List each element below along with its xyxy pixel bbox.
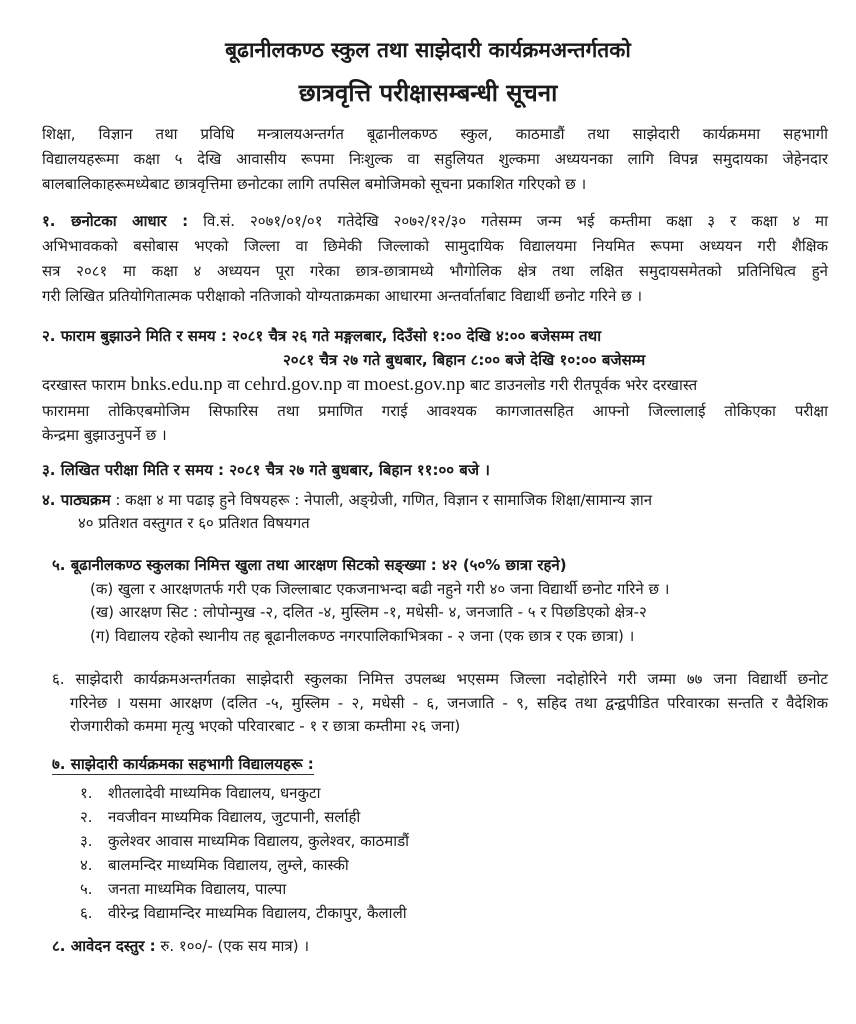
school-number: ६. <box>80 904 93 922</box>
section-7-heading-text: ७. साझेदारी कार्यक्रमका सहभागी विद्यालयहरू : <box>52 755 314 773</box>
school-item <box>80 807 360 827</box>
school-number: ४. <box>80 856 93 874</box>
section-3: ३. लिखित परीक्षा मिति र समय : २०८१ चैत्र २७ गते बुधबार, बिहान ११:०० बजे । <box>42 461 490 479</box>
section-6-line: रोजगारीको कममा मृत्यु भएको परिवारबाट - १ र छात्रा कम्तीमा २६ जना) <box>70 717 461 735</box>
section-1-heading: १. छनोटका आधार : <box>42 212 189 230</box>
section-2-line: फाराममा तोकिएबमोजिम सिफारिस तथा प्रमाणित गराई आवश्यक कागजातसहित आफ्नो जिल्लालाई तोकिएका परीक्षा <box>42 402 828 420</box>
school-name: वीरेन्द्र विद्यामन्दिर माध्यमिक विद्यालय, टीकापुर, कैलाली <box>108 904 407 922</box>
section-1-text: वि.सं. २०७१/०१/०१ गतेदेखि २०७२/१२/३० गतेसम्म जन्म भई कम्तीमा कक्षा ३ र कक्षा ४ मा <box>203 212 828 230</box>
school-number: १. <box>80 784 93 802</box>
schedule-day-2: २०८१ चैत्र २७ गते बुधबार, बिहान ८:०० बजे देखि १०:०० बजेसम्म <box>283 351 646 369</box>
section-1-line: सत्र २०८१ मा कक्षा ४ अध्ययन पूरा गरेका छात्र-छात्रामध्ये भौगोलिक क्षेत्र तथा लक्षित समुदायसमेतको प्रतिनिधित्व हुने <box>42 262 828 280</box>
school-item <box>80 831 409 851</box>
school-number: ५. <box>80 880 93 898</box>
section-1-line: अभिभावकको बसोबास भएको जिल्ला वा छिमेकी जिल्लाको सामुदायिक विद्यालयमा नियमित रूपमा अध्ययन गरी शैक्षिक <box>42 237 828 255</box>
download-line <box>42 373 697 397</box>
section-8 <box>52 936 309 956</box>
section-8-heading: ८. आवेदन दस्तुर : <box>52 937 156 955</box>
section-4 <box>42 490 652 510</box>
school-item <box>80 783 320 803</box>
section-2 <box>42 326 601 346</box>
school-name: बालमन्दिर माध्यमिक विद्यालय, लुम्ले, कास्की <box>108 856 349 874</box>
section-1 <box>42 211 828 231</box>
section-6-line: ६. साझेदारी कार्यक्रमअन्तर्गतका साझेदारी स्कुलका निमित्त उपलब्ध भएसम्म जिल्ला नदोहोरिने गरी जम्मा ७७ जना विद्यार्थी छनोट <box>52 670 828 688</box>
schedule-day-1: २०८१ चैत्र २६ गते मङ्गलबार, दिउँसो १:०० देखि ४:०० बजेसम्म तथा <box>232 327 602 345</box>
section-2-heading: २. फाराम बुझाउने मिति र समय : <box>42 327 227 345</box>
school-name: कुलेश्वर आवास माध्यमिक विद्यालय, कुलेश्वर, काठमाडौं <box>108 832 410 850</box>
notice-title: बूढानीलकण्ठ स्कुल तथा साझेदारी कार्यक्रमअन्तर्गतको <box>225 38 631 62</box>
section-5-item: (ख) आरक्षण सिट : लोपोन्मुख -२, दलित -४, मुस्लिम -१, मधेसी- ४, जनजाति - ५ र पिछडिएको क्षेत्र-२ <box>90 603 647 621</box>
intro-line: बालबालिकाहरूमध्येबाट छात्रवृत्तिमा छनोटका लागि तपसिल बमोजिमको सूचना प्रकाशित गरिएको छ । <box>42 175 587 193</box>
section-5-item: (ग) विद्यालय रहेको स्थानीय तह बूढानीलकण्ठ नगरपालिकाभित्रका - २ जना (एक छात्र र एक छात्रा) । <box>90 627 635 645</box>
section-8-text: रु. १००/- (एक सय मात्र) । <box>160 937 310 955</box>
school-name: शीतलादेवी माध्यमिक विद्यालय, धनकुटा <box>108 784 321 802</box>
download-prefix: दरखास्त फाराम <box>42 376 126 394</box>
school-item <box>80 903 407 923</box>
section-4-heading: ४. पाठ्यक्रम <box>42 491 111 509</box>
school-item <box>80 855 349 875</box>
school-number: ३. <box>80 832 93 850</box>
website-link-cehrd[interactable]: cehrd.gov.np <box>244 374 343 395</box>
school-name: जनता माध्यमिक विद्यालय, पाल्पा <box>108 880 287 898</box>
school-name: नवजीवन माध्यमिक विद्यालय, जुटपानी, सर्लाही <box>108 808 361 826</box>
or-word: वा <box>227 376 240 394</box>
section-6-line: गरिनेछ । यसमा आरक्षण (दलित -५, मुस्लिम - २, मधेसी - ६, जनजाति - ९, सहिद तथा द्वन्द्वपीडित परिवारका सन्तति र वैदेशिक <box>70 694 828 712</box>
section-1-line: गरी लिखित प्रतियोगितात्मक परीक्षाको नतिजाको योग्यताक्रमका आधारमा अन्तर्वार्ताबाट विद्यार्थी छनोट गरिने छ । <box>42 287 643 305</box>
section-4-line: ४० प्रतिशत वस्तुगत र ६० प्रतिशत विषयगत <box>78 514 310 532</box>
intro-line: शिक्षा, विज्ञान तथा प्रविधि मन्त्रालयअन्तर्गत बूढानीलकण्ठ स्कुल, काठमाडौं तथा साझेदारी कार्यक्रममा सहभागी <box>42 125 828 143</box>
section-5-heading: ५. बूढानीलकण्ठ स्कुलका निमित्त खुला तथा आरक्षण सिटको सङ्ख्या : ४२ (५०% छात्रा रहने) <box>52 556 567 574</box>
section-7-heading <box>52 754 314 774</box>
school-number: २. <box>80 808 93 826</box>
section-2-line: केन्द्रमा बुझाउनुपर्ने छ । <box>42 426 167 444</box>
or-word: वा <box>347 376 360 394</box>
school-item <box>80 879 286 899</box>
section-5-item: (क) खुला र आरक्षणतर्फ गरी एक जिल्लाबाट एकजनाभन्दा बढी नहुने गरी ४० जना विद्यार्थी छनोट गरिने छ । <box>90 580 670 598</box>
notice-subtitle: छात्रवृत्ति परीक्षासम्बन्धी सूचना <box>298 79 558 107</box>
website-link-moest[interactable]: moest.gov.np <box>364 374 466 395</box>
download-suffix: बाट डाउनलोड गरी रीतपूर्वक भरेर दरखास्त <box>469 376 698 394</box>
website-link-bnks[interactable]: bnks.edu.np <box>130 374 223 395</box>
section-4-text: : कक्षा ४ मा पढाइ हुने विषयहरू : नेपाली, अङ्ग्रेजी, गणित, विज्ञान र सामाजिक शिक्षा/सामान्य ज्ञान <box>115 491 653 509</box>
intro-line: विद्यालयहरूमा कक्षा ५ देखि आवासीय रूपमा निःशुल्क वा सहुलियत शुल्कमा अध्ययनका लागि विपन्न समुदायका जेहेनदार <box>42 150 828 168</box>
